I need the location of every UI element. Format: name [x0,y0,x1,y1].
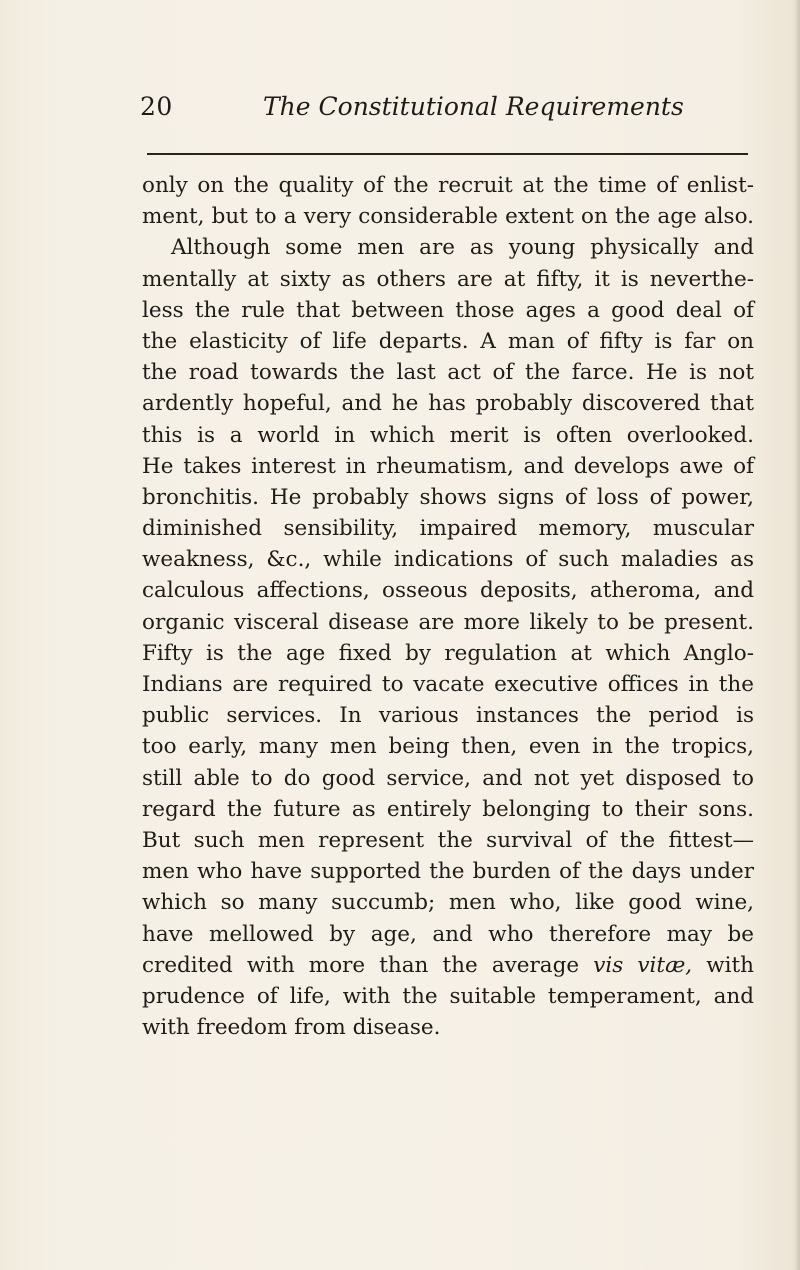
text-line: men who have supported the burden of the days under [142,859,754,885]
page-edge-shadow [794,0,800,1270]
text-line: weakness, &c., while indications of such maladies as [142,547,754,573]
text-line: this is a world in which merit is often overlooked. [142,422,754,448]
body-paragraph [142,170,754,1043]
text-line: regard the future as entirely belonging to their sons. [142,796,754,822]
text-line: the road towards the last act of the farce. He is not [142,360,754,386]
text-line: Indians are required to vacate executive offices in the [142,672,754,697]
text-line-final: with freedom from disease. [142,1015,441,1041]
header-rule [147,153,748,155]
text-line-with-italic [142,950,754,981]
text-line: only on the quality of the recruit at the time of enlist- [142,173,754,198]
text-line: still able to do good service, and not yet disposed to [142,765,754,791]
text-line: organic visceral disease are more likely to be present. [142,609,754,635]
text-line: Although some men are as young physically and [171,235,754,261]
text-line: ardently hopeful, and he has probably discovered that [142,391,754,417]
text-line: diminished sensibility, impaired memory, muscular [142,516,754,542]
text-line: But such men represent the survival of the fittest— [142,827,754,853]
text-line: He takes interest in rheumatism, and develops awe of [142,453,754,479]
italic-phrase: vis vitæ, [593,952,693,978]
text-line: the elasticity of life departs. A man of fifty is far on [142,328,754,354]
text-line: prudence of life, with the suitable temperament, and [142,983,754,1009]
text-line: Fifty is the age fixed by regulation at which Anglo- [142,640,754,666]
text-line: calculous affections, osseous deposits, atheroma, and [142,578,754,604]
text-segment: with [692,952,754,978]
text-segment: credited with more than the average [142,952,594,978]
text-line: bronchitis. He probably shows signs of loss of power, [142,484,754,510]
page-number: 20 [140,92,173,121]
running-title: The Constitutional Requirements [263,92,684,121]
text-line: have mellowed by age, and who therefore may be [142,921,754,947]
text-line: ment, but to a very considerable extent on the age also. [142,204,754,230]
page-header [140,92,760,132]
text-line: mentally at sixty as others are at fifty, it is neverthe- [142,266,754,292]
text-line: which so many succumb; men who, like good wine, [142,890,754,916]
text-line: less the rule that between those ages a good deal of [142,297,754,323]
text-line: public services. In various instances the period is [142,703,754,729]
text-line: too early, many men being then, even in the tropics, [142,734,754,760]
